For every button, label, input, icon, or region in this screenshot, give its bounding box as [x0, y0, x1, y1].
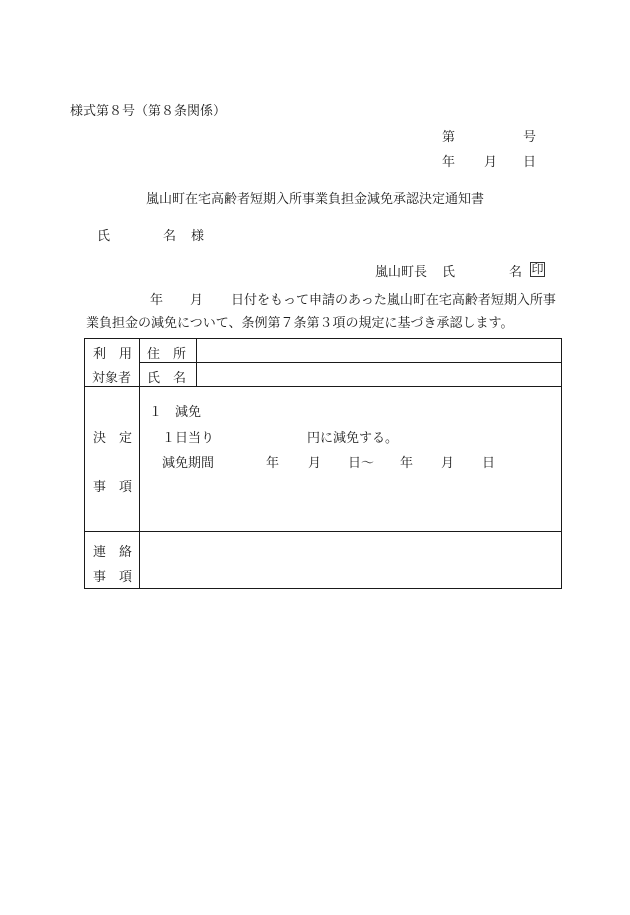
period-start-year: 年	[266, 456, 280, 471]
date-day: 日	[523, 155, 537, 170]
decision-table	[84, 338, 562, 589]
period-end-year: 年	[400, 456, 414, 471]
sender-mei: 名	[509, 265, 523, 280]
decision-label-line1: 決 定	[93, 431, 133, 446]
sender-office: 嵐山町長	[375, 265, 428, 280]
address-label: 住 所	[147, 347, 187, 362]
body-year: 年	[150, 293, 164, 308]
period-label: 減免期間	[162, 456, 215, 471]
body-month: 月	[190, 293, 204, 308]
period-end-month: 月	[441, 456, 455, 471]
user-label-line2: 対象者	[92, 371, 132, 386]
period-start-month: 月	[308, 456, 322, 471]
addressee-sama: 様	[191, 229, 205, 244]
daily-amount-prefix: １日当り	[162, 431, 215, 446]
date-month: 月	[484, 155, 498, 170]
daily-amount-suffix: 円に減免する。	[307, 431, 399, 446]
period-start-day: 日～	[348, 456, 375, 471]
table-row-divider	[139, 362, 561, 363]
seal-mark: 印	[531, 262, 544, 276]
sender-shi: 氏	[442, 265, 456, 280]
document-title: 嵐山町在宅高齢者短期入所事業負担金減免承認決定通知書	[145, 192, 484, 207]
document-number-suffix: 号	[523, 130, 537, 145]
contact-label-line2: 事 項	[93, 570, 133, 585]
user-label-line1: 利 用	[93, 347, 133, 362]
addressee-shi: 氏	[97, 229, 111, 244]
table-row-divider	[85, 531, 561, 532]
document-number-prefix: 第	[442, 130, 456, 145]
period-end-day: 日	[482, 456, 496, 471]
decision-label-line2: 事 項	[93, 480, 133, 495]
table-row-divider	[85, 386, 561, 387]
contact-label-line1: 連 絡	[93, 545, 133, 560]
body-line2-text: 業負担金の減免について、条例第７条第３項の規定に基づき承認します。	[86, 316, 514, 331]
decision-item: １ 減免	[149, 405, 202, 420]
name-label: 氏 名	[147, 371, 187, 386]
form-number: 様式第８号（第８条関係）	[70, 104, 227, 119]
body-line1-text: 日付をもって申請のあった嵐山町在宅高齢者短期入所事	[231, 293, 556, 308]
addressee-mei: 名	[163, 229, 177, 244]
table-col-divider	[139, 339, 140, 588]
date-year: 年	[442, 155, 456, 170]
